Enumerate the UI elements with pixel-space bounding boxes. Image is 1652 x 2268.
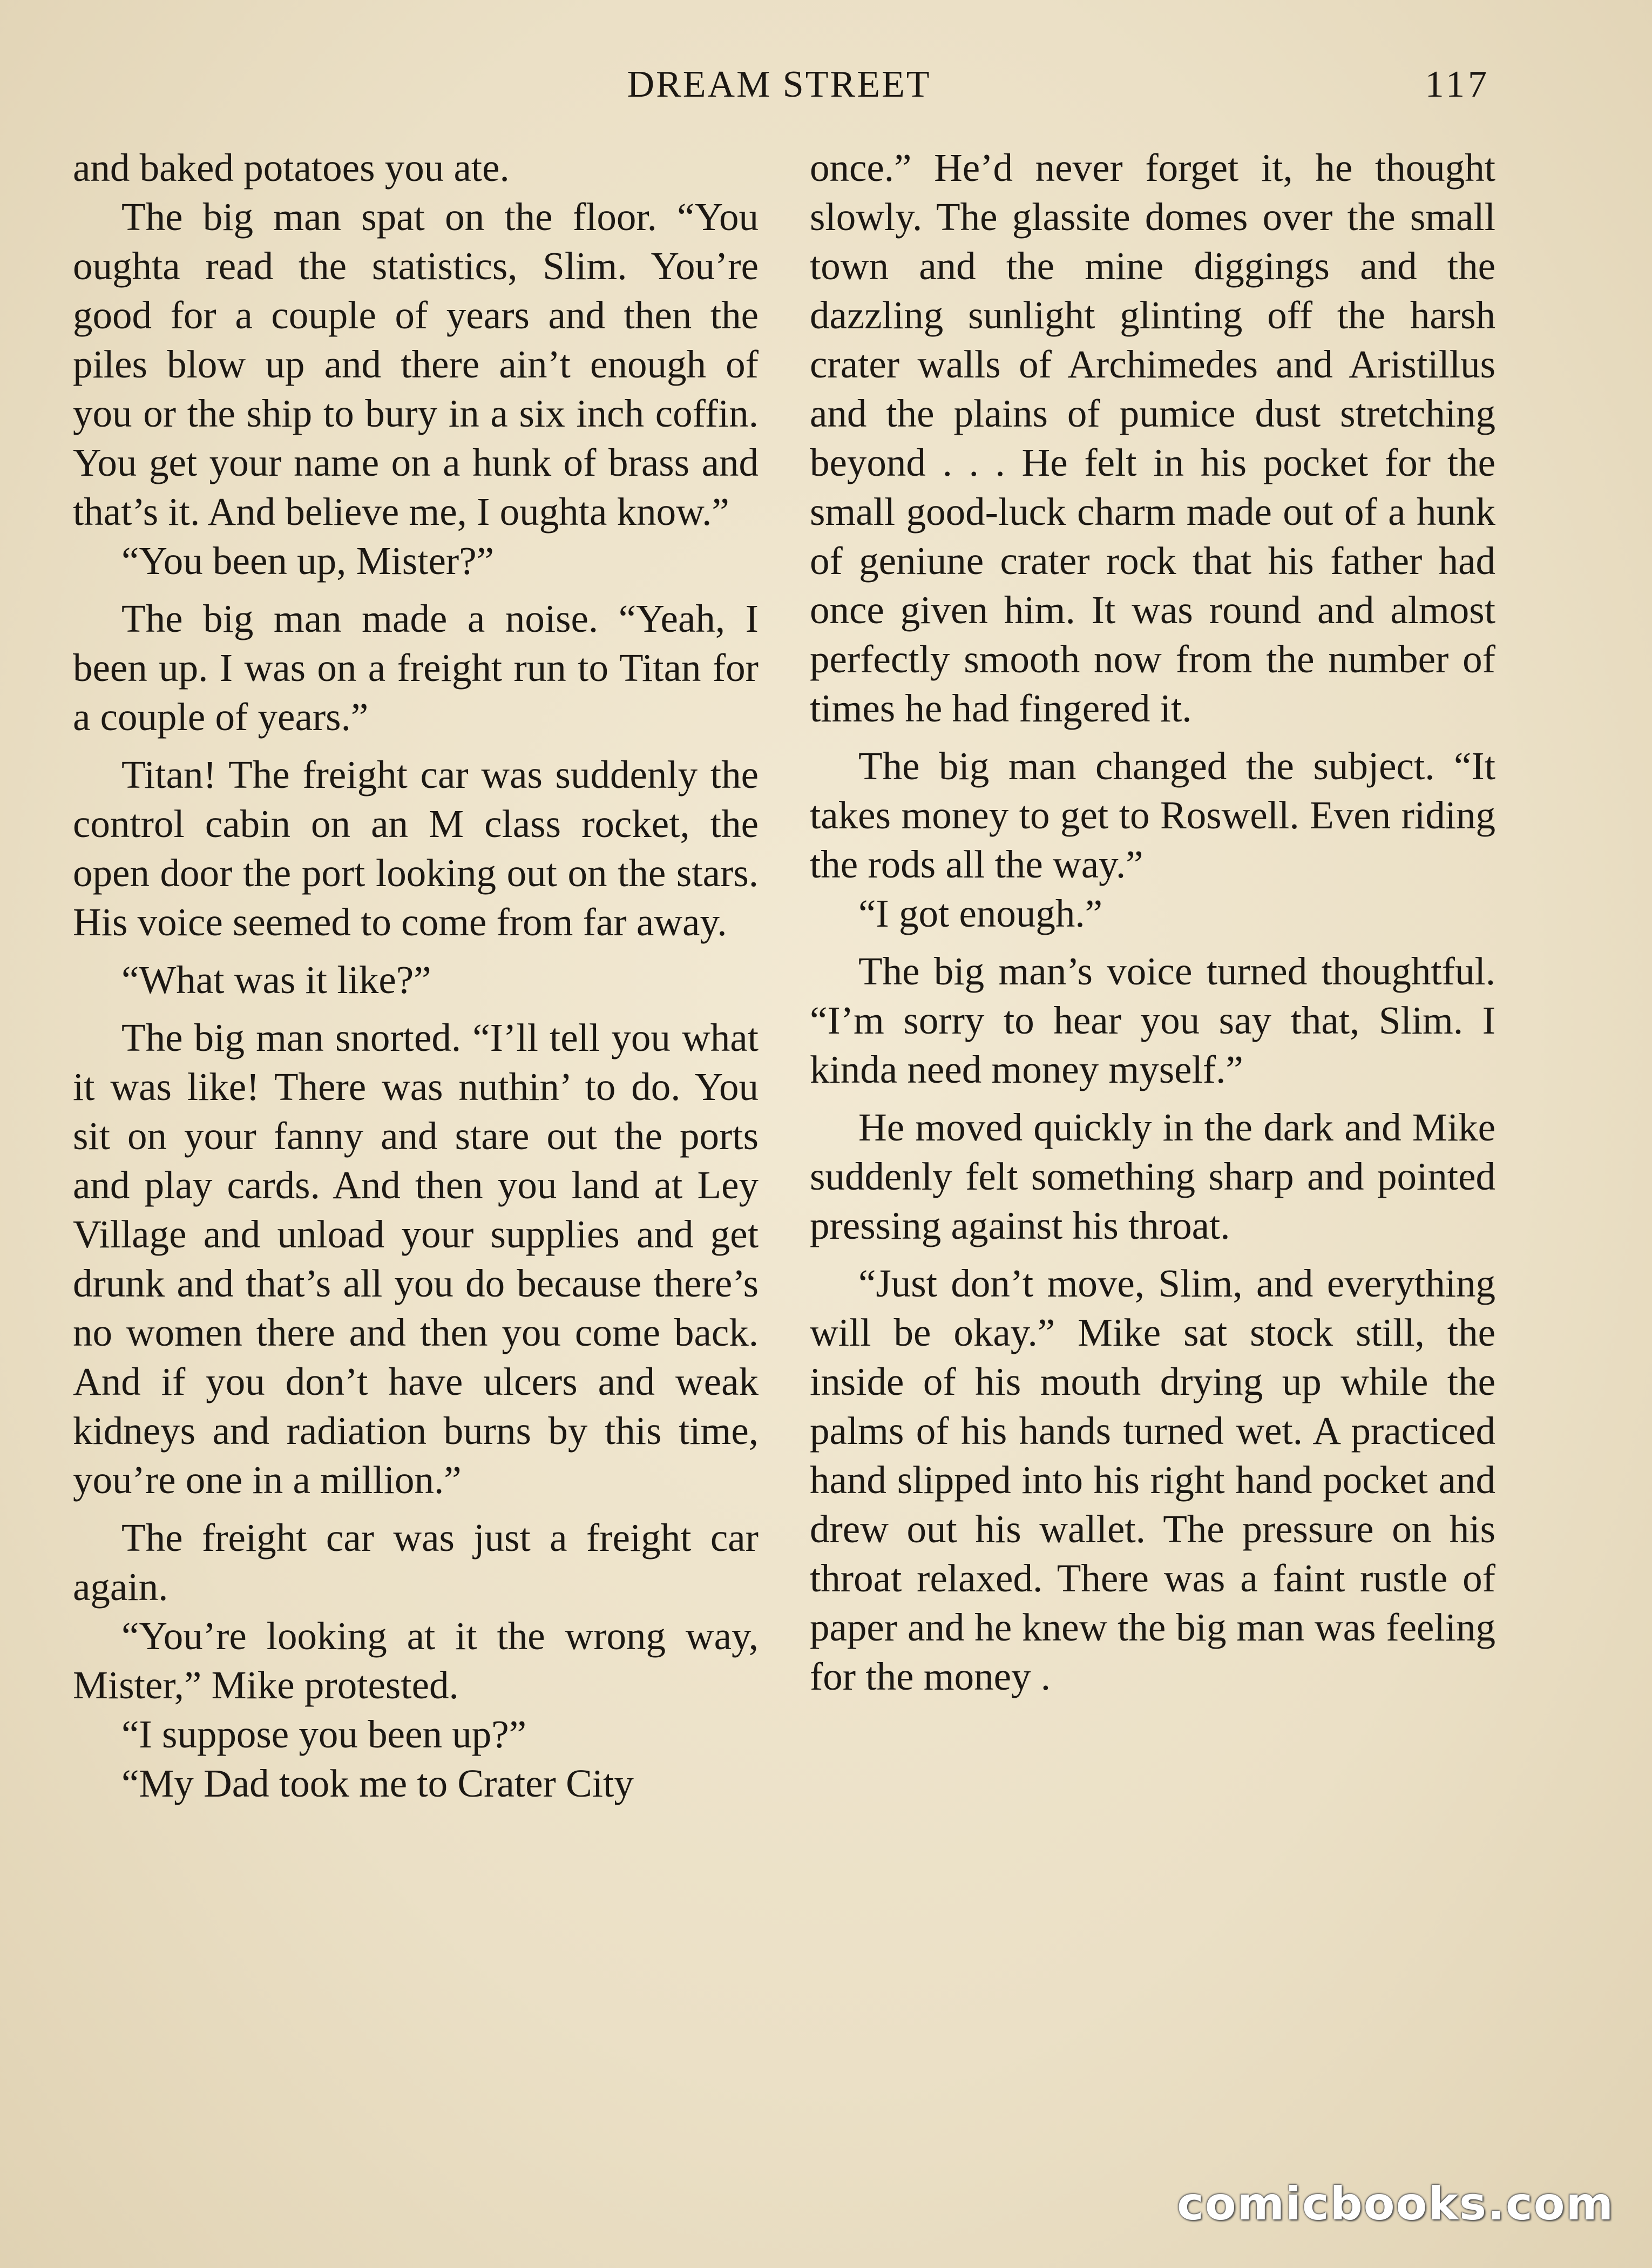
right-column — [810, 143, 1495, 1701]
running-title: DREAM STREET — [627, 64, 931, 105]
watermark-logo: comicbooks.com — [1177, 2177, 1614, 2230]
paragraph: He moved quickly in the dark and Mike suddenly felt something sharp and pointed pressing against his throat. — [810, 1105, 1495, 1247]
paragraph: Titan! The freight car was suddenly the control cabin on an M class rocket, the open door the port looking out on the stars. His voice seemed to come from far away. — [73, 753, 759, 944]
paragraph: “I suppose you been up?” — [121, 1712, 527, 1756]
paragraph: The big man made a noise. “Yeah, I been up. I was on a freight run to Titan for a couple of years.” — [73, 597, 759, 739]
paragraph: “What was it like?” — [121, 958, 431, 1002]
paragraph: The big man’s voice turned thoughtful. “I’m sorry to hear you say that, Slim. I kinda need money myself.” — [810, 949, 1495, 1091]
page-number: 117 — [1425, 64, 1490, 105]
paragraph: once.” He’d never forget it, he thought slowly. The glassite domes over the small town and the mine diggings and the dazzling sunlight glinting off the harsh crater walls of Archimedes and Aristillus and the plains of pumice dust stretching beyond . . . He felt in his pocket for the small good-luck charm made out of a hunk of geniune crater rock that his father had once given him. It was round and almost perfectly smooth now from the number of times he had fingered it. — [810, 146, 1495, 730]
paragraph: “I got enough.” — [858, 892, 1103, 935]
paragraph: “Just don’t move, Slim, and everything will be okay.” Mike sat stock still, the inside of his mouth drying up while the palms of his hands turned wet. A practiced hand slipped into his right hand pocket and drew out his wallet. The pressure on his throat relaxed. There was a faint rustle of paper and he knew the big man was feeling for the money . — [810, 1261, 1495, 1698]
paragraph: “You’re looking at it the wrong way, Mister,” Mike protested. — [73, 1614, 759, 1707]
paragraph: and baked potatoes you ate. — [73, 146, 510, 190]
paragraph: “My Dad took me to Crater City — [121, 1761, 634, 1805]
left-column — [73, 143, 759, 1808]
paragraph: The big man spat on the floor. “You oughta read the statistics, Slim. You’re good for a couple of years and then the piles blow up and there ain’t enough of you or the ship to bury in a six inch coffin. You get your name on a hunk of brass and that’s it. And believe me, I oughta know.” — [73, 195, 759, 534]
paragraph: The freight car was just a freight car again. — [73, 1516, 759, 1609]
paragraph: The big man snorted. “I’ll tell you what it was like! There was nuthin’ to do. You sit on your fanny and stare out the ports and play cards. And then you land at Ley Village and unload your supplies and get drunk and that’s all you do because there’s no women there and then you come back. And if you don’t have ulcers and weak kidneys and radiation burns by this time, you’re one in a million.” — [73, 1016, 759, 1502]
paragraph: The big man changed the subject. “It takes money to get to Roswell. Even riding the rods all the way.” — [810, 744, 1495, 886]
paragraph: “You been up, Mister?” — [121, 539, 495, 583]
page-header — [0, 60, 1652, 109]
